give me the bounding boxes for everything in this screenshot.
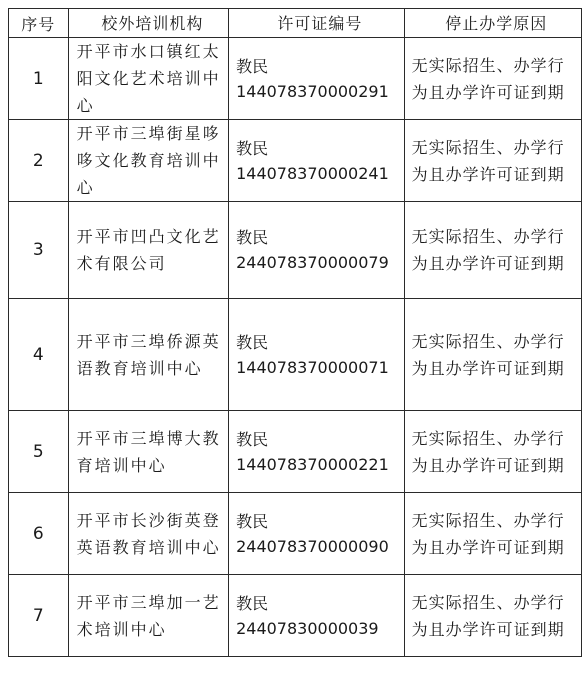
closure-reason: 无实际招生、办学行为且办学许可证到期 — [411, 227, 565, 273]
reason-cell — [404, 575, 581, 657]
closure-reason: 无实际招生、办学行为且办学许可证到期 — [411, 592, 565, 639]
institution-name: 开平市水口镇红太阳文化艺术培训中心 — [76, 42, 221, 115]
header-row — [9, 9, 582, 38]
institution-name: 开平市三埠街星哆哆文化教育培训中心 — [76, 124, 221, 197]
institution-cell — [68, 575, 228, 657]
table-body — [9, 38, 582, 657]
reason-cell — [404, 202, 581, 299]
institution-name: 开平市三埠加一艺术培训中心 — [76, 592, 221, 639]
table-row — [9, 411, 582, 493]
closure-reason: 无实际招生、办学行为且办学许可证到期 — [411, 55, 565, 102]
institution-cell — [68, 120, 228, 202]
institution-cell — [68, 493, 228, 575]
license-prefix: 教民 — [236, 138, 269, 158]
table-row — [9, 120, 582, 202]
header-license-number: 许可证编号 — [229, 9, 404, 38]
license-number: 144078370000071 — [236, 357, 389, 377]
reason-cell — [404, 120, 581, 202]
closure-reason: 无实际招生、办学行为且办学许可证到期 — [411, 428, 565, 475]
institution-cell — [68, 38, 228, 120]
institution-name: 开平市三埠侨源英语教育培训中心 — [76, 331, 221, 378]
license-cell — [229, 299, 404, 411]
reason-cell — [404, 411, 581, 493]
row-index: 2 — [9, 120, 69, 202]
license-prefix: 教民 — [236, 332, 269, 352]
institution-cell — [68, 299, 228, 411]
institution-cell — [68, 202, 228, 299]
header-institution: 校外培训机构 — [68, 9, 228, 38]
license-number: 244078370000079 — [236, 253, 389, 272]
license-prefix: 教民 — [236, 593, 269, 613]
row-index: 5 — [9, 411, 69, 493]
license-prefix: 教民 — [236, 511, 269, 531]
table-row — [9, 493, 582, 575]
reason-cell — [404, 38, 581, 120]
closure-reason: 无实际招生、办学行为且办学许可证到期 — [411, 510, 565, 557]
license-number: 24407830000039 — [236, 618, 379, 638]
license-cell — [229, 493, 404, 575]
row-index: 3 — [9, 202, 69, 299]
license-number: 144078370000291 — [236, 81, 389, 101]
license-cell — [229, 38, 404, 120]
row-index: 1 — [9, 38, 69, 120]
table-header — [9, 9, 582, 38]
row-index: 4 — [9, 299, 69, 411]
row-index: 6 — [9, 493, 69, 575]
license-number: 244078370000090 — [236, 536, 389, 556]
table-row — [9, 299, 582, 411]
institution-name: 开平市长沙街英登英语教育培训中心 — [76, 510, 221, 557]
license-cell — [229, 411, 404, 493]
license-prefix: 教民 — [236, 228, 269, 247]
institution-name: 开平市凹凸文化艺术有限公司 — [76, 227, 221, 273]
reason-cell — [404, 493, 581, 575]
license-prefix: 教民 — [236, 56, 269, 76]
row-index: 7 — [9, 575, 69, 657]
header-index: 序号 — [9, 9, 69, 38]
reason-cell — [404, 299, 581, 411]
license-prefix: 教民 — [236, 429, 269, 449]
table-row — [9, 38, 582, 120]
license-number: 144078370000241 — [236, 163, 389, 183]
table-row — [9, 202, 582, 299]
license-cell — [229, 202, 404, 299]
license-cell — [229, 120, 404, 202]
license-cell — [229, 575, 404, 657]
institution-cell — [68, 411, 228, 493]
institution-name: 开平市三埠博大教育培训中心 — [76, 428, 221, 475]
closed-institutions-table — [8, 8, 582, 657]
header-closure-reason: 停止办学原因 — [404, 9, 581, 38]
closure-reason: 无实际招生、办学行为且办学许可证到期 — [411, 137, 565, 184]
license-number: 144078370000221 — [236, 454, 389, 474]
table-row — [9, 575, 582, 657]
closure-reason: 无实际招生、办学行为且办学许可证到期 — [411, 331, 565, 378]
